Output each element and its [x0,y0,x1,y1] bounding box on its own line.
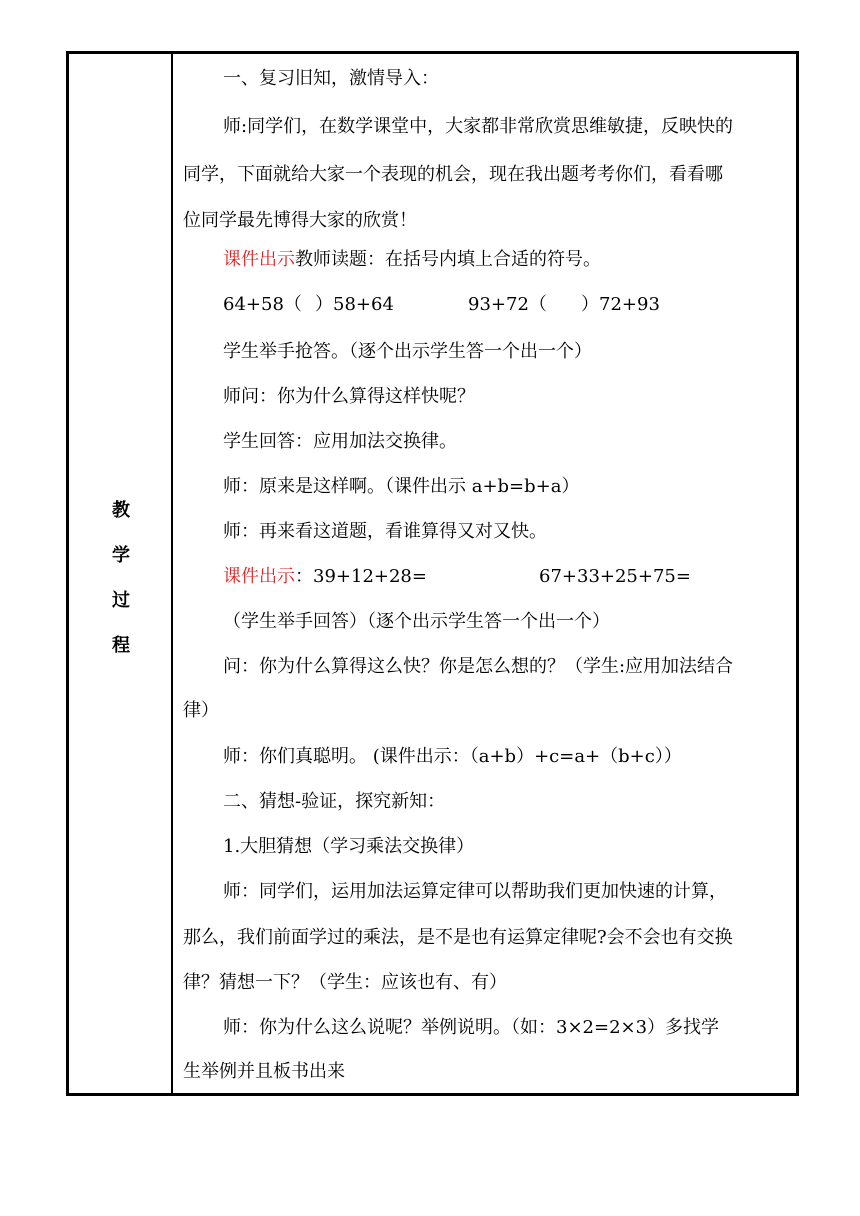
subsection-heading: 1.大胆猜想（学习乘法交换律） [223,836,475,857]
paragraph-line: （学生举手回答）（逐个出示学生答一个出一个） [223,611,610,632]
paragraph-line: 问：你为什么算得这么快？你是怎么想的？（学生:应用加法结合 [223,656,734,677]
section-label-column [69,54,173,1093]
courseware-instruction [223,251,601,269]
paragraph-line: 那么，我们前面学过的乘法，是不是也有运算定律呢?会不会也有交换 [183,927,733,948]
paragraph-line: 学生举手抢答。（逐个出示学生答一个出一个） [223,341,592,362]
courseware-label: 课件出示 [223,249,295,270]
courseware-exercise [223,568,427,586]
paragraph-line: 师：再来看这道题，看谁算得又对又快。 [223,521,547,542]
exercise-expression-1: ：39+12+28= [295,566,427,587]
courseware-label: 课件出示 [223,566,295,587]
expression-2a: 93+72（ [468,294,547,315]
section-heading-review: 一、复习旧知，激情导入： [223,68,439,89]
paragraph-line: 生举例并且板书出来 [183,1061,345,1082]
paragraph-line: 律？猜想一下？（学生：应该也有、有） [183,972,507,993]
paragraph-line: 律） [183,700,219,721]
instruction-text: 教师读题：在括号内填上合适的符号。 [295,249,601,270]
paragraph-line: 师：你们真聪明。 (课件出示：（a+b）+c=a+（b+c）） [223,746,682,767]
expression-1b: ）58+64 [315,294,394,315]
expression-2b: ）72+93 [581,294,660,315]
lesson-table [66,51,799,1096]
paragraph-line: 学生回答：应用加法交换律。 [223,431,457,452]
paragraph-line: 位同学最先博得大家的欣赏！ [183,210,417,231]
section-heading-explore: 二、猜想-验证，探究新知： [223,791,446,812]
paragraph-line: 师：你为什么这么说呢？举例说明。（如：3×2=2×3）多找学 [223,1017,720,1038]
paragraph-line: 师：原来是这样啊。（课件出示 a+b=b+a） [223,476,580,497]
section-label-char: 程 [112,635,130,656]
paragraph-line: 师：同学们，运用加法运算定律可以帮助我们更加快速的计算， [223,881,727,902]
lesson-content [183,54,789,1093]
section-label-char: 学 [112,545,130,566]
section-label-char: 过 [112,590,130,611]
expression-1a: 64+58（ [223,294,302,315]
paragraph-line: 师:同学们，在数学课堂中，大家都非常欣赏思维敏捷，反映快的 [223,116,734,137]
paragraph-line: 同学，下面就给大家一个表现的机会，现在我出题考考你们，看看哪 [183,164,723,185]
section-label-char: 教 [112,500,130,521]
paragraph-line: 师问：你为什么算得这样快呢？ [223,386,475,407]
exercise-expression-2: 67+33+25+75= [539,566,691,587]
